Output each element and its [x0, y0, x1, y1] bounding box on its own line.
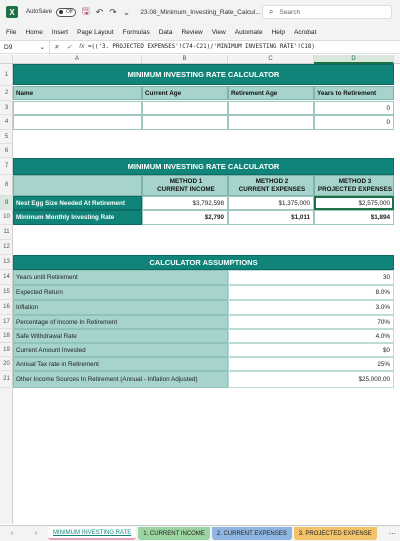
- column-header-b[interactable]: B: [142, 55, 228, 64]
- row-header-12[interactable]: 12: [0, 240, 13, 255]
- monthly-rate-method2[interactable]: $1,011: [228, 210, 314, 225]
- row-header-21[interactable]: 21: [0, 371, 13, 388]
- nest-egg-label: Nest Egg Size Needed At Retirement: [13, 196, 142, 210]
- menu-data[interactable]: Data: [158, 28, 173, 36]
- menu-help[interactable]: Help: [271, 28, 285, 36]
- autosave-label: AutoSave: [26, 9, 53, 15]
- search-icon: ⌕: [269, 7, 274, 16]
- menu-file[interactable]: File: [6, 28, 17, 36]
- method2-line2: CURRENT EXPENSES: [238, 185, 306, 193]
- row-header-5[interactable]: 5: [0, 130, 13, 144]
- row-header-15[interactable]: 15: [0, 285, 13, 300]
- row-header-20[interactable]: 20: [0, 357, 13, 371]
- save-icon[interactable]: 🖫: [82, 6, 90, 16]
- menu-insert[interactable]: Insert: [51, 28, 69, 36]
- method1-line1: METHOD 1: [169, 177, 203, 185]
- assumption-label: Annual Tax rate in Retirement: [13, 357, 228, 371]
- enter-icon[interactable]: ✓: [66, 44, 72, 51]
- row-header-4[interactable]: 4: [0, 115, 13, 130]
- undo-icon[interactable]: ↶: [95, 6, 104, 17]
- row-header-2[interactable]: 2: [0, 86, 13, 101]
- header-name: Name: [13, 86, 142, 100]
- assumption-label: Safe Withdrawal Rate: [13, 329, 228, 343]
- nest-egg-method1[interactable]: $3,792,598: [142, 196, 228, 210]
- assumption-value[interactable]: $0: [228, 343, 394, 357]
- input-retirement-age-1[interactable]: [228, 101, 314, 115]
- menu-review[interactable]: Review: [181, 28, 203, 36]
- method1-line2: CURRENT INCOME: [157, 185, 215, 193]
- years-to-retirement-1[interactable]: 0: [314, 101, 394, 115]
- row-header-13[interactable]: 13: [0, 255, 13, 270]
- name-box-value: D9: [4, 43, 13, 51]
- assumption-value[interactable]: 70%: [228, 315, 394, 329]
- header-current-age: Current Age: [142, 86, 228, 100]
- input-current-age-2[interactable]: [142, 115, 228, 130]
- row-header-8[interactable]: 8: [0, 175, 13, 196]
- chevron-right-icon[interactable]: ›: [34, 530, 38, 537]
- row-header-7[interactable]: 7: [0, 158, 13, 175]
- row-header-9[interactable]: 9: [0, 196, 13, 210]
- sheet-tab-bar: [0, 525, 400, 541]
- method3-line2: PROJECTED EXPENSES: [317, 185, 393, 193]
- row-headers: [0, 64, 13, 524]
- menu-acrobat[interactable]: Acrobat: [293, 28, 317, 36]
- row-header-18[interactable]: 18: [0, 329, 13, 343]
- ribbon-menu: [0, 24, 400, 40]
- sheet-nav: [0, 530, 48, 537]
- row-header-11[interactable]: 11: [0, 225, 13, 240]
- method3-line1: METHOD 3: [338, 177, 372, 185]
- assumption-value[interactable]: 8.0%: [228, 285, 394, 300]
- sheet-tab[interactable]: MINIMUM INVESTING RATE: [48, 527, 136, 540]
- method2-line1: METHOD 2: [255, 177, 289, 185]
- chevron-down-icon: ⌄: [39, 44, 45, 51]
- row-header-16[interactable]: 16: [0, 300, 13, 315]
- document-title: 23.08_Minimum_Investing_Rate_Calcul...: [140, 8, 261, 16]
- method1-header: [142, 175, 228, 196]
- section3-title: CALCULATOR ASSUMPTIONS: [13, 255, 394, 270]
- monthly-rate-method1[interactable]: $2,790: [142, 210, 228, 225]
- column-header-d[interactable]: D: [314, 55, 394, 64]
- menu-formulas[interactable]: Formulas: [122, 28, 150, 36]
- cancel-icon[interactable]: ✕: [53, 44, 60, 51]
- method-header-blank: [13, 175, 142, 196]
- column-headers: [0, 55, 400, 64]
- assumption-value[interactable]: 4.0%: [228, 329, 394, 343]
- method3-header: [314, 175, 394, 196]
- customize-dropdown-icon[interactable]: ⌄: [122, 6, 131, 17]
- header-years-to-retirement: Years to Retirement: [314, 86, 394, 100]
- select-all-corner[interactable]: [0, 55, 13, 64]
- row-header-3[interactable]: 3: [0, 101, 13, 115]
- row-header-14[interactable]: 14: [0, 270, 13, 285]
- more-tabs-icon[interactable]: ⋯: [389, 530, 396, 538]
- row-header-17[interactable]: 17: [0, 315, 13, 329]
- column-header-a[interactable]: A: [13, 55, 142, 64]
- sheet-tabs: [48, 527, 379, 540]
- row-header-6[interactable]: 6: [0, 144, 13, 158]
- section1-title: MINIMUM INVESTING RATE CALCULATOR: [13, 64, 394, 85]
- menu-home[interactable]: Home: [25, 28, 43, 36]
- autosave-toggle[interactable]: Off: [56, 8, 76, 17]
- menu-automate[interactable]: Automate: [234, 28, 263, 36]
- name-box[interactable]: [0, 41, 50, 53]
- sheet-tab[interactable]: 1. CURRENT INCOME: [138, 527, 210, 540]
- monthly-rate-label: Minimum Monthly Investing Rate: [13, 210, 142, 225]
- years-to-retirement-2[interactable]: 0: [314, 115, 394, 130]
- row-header-10[interactable]: 10: [0, 210, 13, 225]
- column-header-c[interactable]: C: [228, 55, 314, 64]
- formula-bar: [0, 40, 400, 54]
- title-bar: [0, 0, 400, 24]
- assumption-label: Inflation: [13, 300, 228, 315]
- assumption-label: Current Amount Invested: [13, 343, 228, 357]
- menu-page-layout[interactable]: Page Layout: [77, 28, 114, 36]
- menu-view[interactable]: View: [211, 28, 226, 36]
- redo-icon[interactable]: ↷: [109, 6, 117, 17]
- fx-icon[interactable]: fx: [79, 43, 85, 50]
- nest-egg-method3[interactable]: $2,575,000: [314, 196, 394, 210]
- assumption-label: Years until Retirement: [13, 270, 228, 285]
- row-header-1[interactable]: 1: [0, 64, 13, 86]
- assumption-value[interactable]: $25,000.00: [228, 371, 394, 388]
- header-retirement-age: Retirement Age: [228, 86, 314, 100]
- search-box[interactable]: [262, 5, 392, 19]
- search-placeholder: Search: [279, 8, 301, 16]
- assumption-label: Percentage of Income In Retirement: [13, 315, 228, 329]
- monthly-rate-method3[interactable]: $1,894: [314, 210, 394, 225]
- assumption-label: Other Income Sources In Retirement (Annual - Inflation Adjusted): [13, 371, 228, 388]
- assumption-value[interactable]: 25%: [228, 357, 394, 371]
- formula-controls: [50, 43, 88, 51]
- sheet-tab[interactable]: 2. CURRENT EXPENSES: [212, 527, 292, 540]
- assumption-value[interactable]: 30: [228, 270, 394, 285]
- assumption-label: Expected Return: [13, 285, 228, 300]
- formula-input[interactable]: =(('3. PROJECTED EXPENSES'!C74-C21)/'MINIMUM INVESTING RATE'!C18): [88, 44, 315, 50]
- input-name-1[interactable]: [13, 101, 142, 115]
- input-current-age-1[interactable]: [142, 101, 228, 115]
- row-header-19[interactable]: 19: [0, 343, 13, 357]
- input-name-2[interactable]: [13, 115, 142, 130]
- nest-egg-method2[interactable]: $1,375,000: [228, 196, 314, 210]
- input-retirement-age-2[interactable]: [228, 115, 314, 130]
- excel-logo-icon: X: [6, 6, 18, 18]
- assumption-value[interactable]: 3.0%: [228, 300, 394, 315]
- chevron-left-icon[interactable]: ‹: [10, 530, 14, 537]
- sheet-tab[interactable]: 3. PROJECTED EXPENSE: [294, 527, 377, 540]
- method2-header: [228, 175, 314, 196]
- section2-title: MINIMUM INVESTING RATE CALCULATOR: [13, 158, 394, 175]
